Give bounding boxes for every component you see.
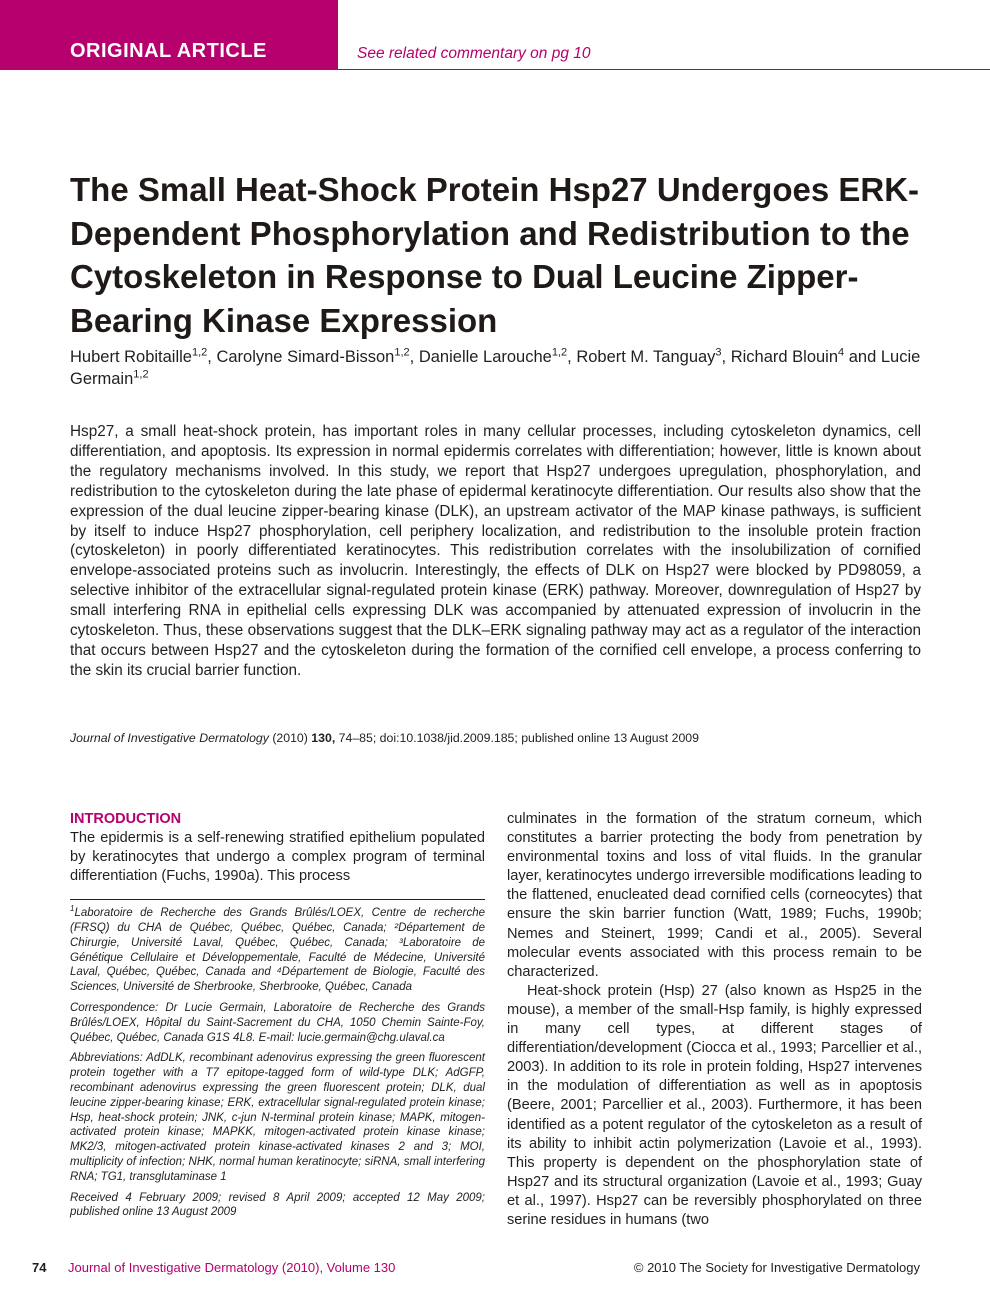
abstract: Hsp27, a small heat-shock protein, has important roles in many cellular processes, including cytoskeleton dynamics, cell differentiation, and apoptosis. Its expression in normal epidermis correlates with differentiation; however, little is known about the regulatory mechanisms involved. In this study, we report that Hsp27 undergoes upregulation, phosphorylation, and redistribution to the cytoskeleton during the late phase of epidermal keratinocyte differentiation. Our results also show that the expression of the dual leucine zipper-bearing kinase (DLK), an upstream activator of the MAP kinase pathways, is sufficient by itself to induce Hsp27 phosphorylation, cell periphery localization, and redistribution to the insoluble protein fraction (cytoskeleton) in poorly differentiated keratinocytes. This redistribution correlates with the insolubilization of cornified envelope-associated proteins such as involucrin. Interestingly, the effects of DLK on Hsp27 were blocked by PD98059, a selective inhibitor of the extracellular signal-regulated protein kinase (ERK) pathway. Moreover, downregulation of Hsp27 by small interfering RNA in epithelial cells expressing DLK was accompanied by attenuated expression of involucrin in the cytoskeleton. Thus, these observations suggest that the DLK–ERK signaling pathway may act as a regulator of the interaction that occurs between Hsp27 and the cytoskeleton during the formation of the cornified cell envelope, a process conferring to the skin its crucial barrier function. xyxy=(70,423,921,679)
author-affiliation: 1,2 xyxy=(133,368,149,381)
introduction-heading: INTRODUCTION xyxy=(70,811,182,827)
right-column xyxy=(507,810,922,1230)
page-number: 74 xyxy=(32,1260,47,1275)
citation-details: 74–85; doi:10.1038/jid.2009.185; published online 13 August 2009 xyxy=(335,731,699,745)
header-rule xyxy=(338,69,990,70)
author-name: Lucie Germain xyxy=(70,348,921,388)
author-name: Hubert Robitaille xyxy=(70,348,192,366)
author-affiliation: 1,2 xyxy=(551,346,568,359)
intro-paragraph-left: The epidermis is a self-renewing stratified epithelium populated by keratinocytes that undergo a complex program of terminal differentiation (Fuchs, 1990a). This process xyxy=(70,830,485,885)
intro-paragraph-right-1: culminates in the formation of the stratum corneum, which constitutes a barrier protecting the body from penetration by environmental toxins and loss of vital fluids. In the granular layer, keratinocytes undergo irreversible modifications leading to the flattened, enucleated dead cornified cells (corneocytes) that ensure the skin barrier function (Watt, 1989; Fuchs, 1990b; Nemes and Steinert, 1999; Candi et al., 2005). Several molecular events associated with this process remain to be characterized. xyxy=(507,811,922,980)
intro-paragraph-right-2: Heat-shock protein (Hsp) 27 (also known as Hsp25 in the mouse), a member of the small-Hsp family, is highly expressed in many cell types, at different stages of differentiation/development (Ciocca et al., 1993; Parcellier et al., 2003). In addition to its role in protein folding, Hsp27 intervenes in the modulation of differentiation as well as in apoptosis (Beere, 2001; Parcellier et al., 2003). Furthermore, it has been identified as a potent regulator of the cytoskeleton as a result of its ability to inhibit actin polymerization (Lavoie et al., 1993). This property is dependent on the phosphorylation state of Hsp27 and its structural organization (Lavoie et al., 1993; Guay et al., 1997). Hsp27 can be reversibly phosphorylated on three serine residues in humans (two xyxy=(507,982,922,1228)
author-name: Richard Blouin xyxy=(730,348,839,366)
author-affiliation: 1,2 xyxy=(191,346,208,359)
footnote-abbreviations: Abbreviations: AdDLK, recombinant adenovirus expressing the green fluorescent protein together with a T7 epitope-tagged form of wild-type DLK; AdGFP, recombinant adenovirus expressing the green fluorescent protein; DLK, dual leucine zipper-bearing kinase; ERK, extracellular signal-regulated protein kinase; Hsp, heat-shock protein; JNK, c-jun N-terminal protein kinase; MAPK, mitogen-activated protein kinase; MAPKK, mitogen-activated protein kinase kinase; MK2/3, mitogen-activated protein kinase-activated kinases 2 and 3; MOI, multiplicity of infection; NHK, normal human keratinocyte; siRNA, small interfering RNA; TG1, transglutaminase 1 xyxy=(70,1052,485,1183)
author-affiliation: 4 xyxy=(838,346,845,359)
section-label: ORIGINAL ARTICLE xyxy=(70,40,267,62)
author-name: Robert M. Tanguay xyxy=(576,348,716,366)
footnote-received: Received 4 February 2009; revised 8 April 2009; accepted 12 May 2009; published online 13 August 2009 xyxy=(70,1191,485,1219)
affiliations-text: Laboratoire de Recherche des Grands Brûlés/LOEX, Centre de recherche (FRSQ) du CHA de Québec, Québec, Québec, Canada; ²Département de Chirurgie, Université Laval, Québec, Québec, Canada; ³Laboratoire de Génétique Cellulaire et Développementale, Faculté de Médecine, Université Laval, Québec, Québec, Canada and ⁴Département de Biologie, Faculté des Sciences, Université de Sherbrooke, Sherbrooke, Québec, Canada xyxy=(70,907,485,994)
citation-year: (2010) xyxy=(268,731,312,745)
footnote-correspondence: Correspondence: Dr Lucie Germain, Laboratoire de Recherche des Grands Brûlés/LOEX, Hôpital du Saint-Sacrement du CHA, 1050 Chemin Sainte-Foy, Québec, Québec, Canada G1S 4L8. E-mail: lucie.germain@chg.ulaval.ca xyxy=(70,1002,485,1044)
footnote-rule xyxy=(70,899,485,900)
footer-copyright: © 2010 The Society for Investigative Dermatology xyxy=(633,1260,920,1275)
page-footer xyxy=(0,1258,990,1278)
section-banner xyxy=(0,0,338,70)
footer-journal: Journal of Investigative Dermatology (2010), Volume 130 xyxy=(68,1260,396,1275)
author-affiliation: 1,2 xyxy=(394,346,410,359)
article-title: The Small Heat-Shock Protein Hsp27 Undergoes ERK-Dependent Phosphorylation and Redistribution to the Cytoskeleton in Response to Dual Leucine Zipper-Bearing Kinase Expression xyxy=(70,171,920,339)
related-commentary-link[interactable]: See related commentary on pg 10 xyxy=(357,45,591,62)
affiliation-sup: 1 xyxy=(70,904,75,914)
citation-journal: Journal of Investigative Dermatology xyxy=(70,731,269,745)
citation-volume: 130, xyxy=(311,731,336,745)
left-column xyxy=(70,810,485,1226)
citation-line xyxy=(70,731,930,745)
author-list: Hubert Robitaille$^{1,2}$, Carolyne Simard-Bisson$^{1,2}$, Danielle Larouche$^{1,2}$, Robert M. Tanguay$^3$, Richard Blouin$^4$ and Lucie Germain$^{1,2}$ xyxy=(70,346,921,388)
author-name: Danielle Larouche xyxy=(418,348,552,366)
author-affiliation: 3 xyxy=(715,346,722,359)
author-name: Carolyne Simard-Bisson xyxy=(216,348,395,366)
footnote-affiliations xyxy=(70,906,485,995)
